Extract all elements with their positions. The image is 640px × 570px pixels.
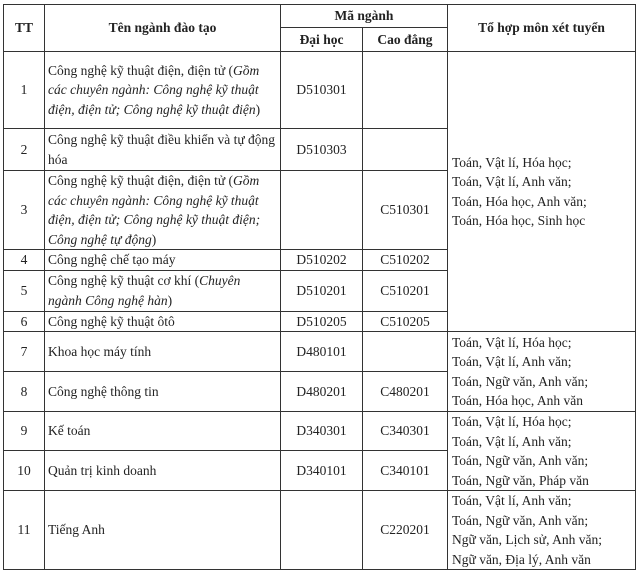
major-name: Kế toán: [45, 412, 281, 451]
university-code: D340301: [281, 412, 363, 451]
row-number: 2: [4, 129, 45, 171]
college-code: [363, 129, 448, 171]
college-code: C480201: [363, 372, 448, 412]
major-name: Công nghệ thông tin: [45, 372, 281, 412]
major-name: Quản trị kinh doanh: [45, 451, 281, 491]
university-code: D340101: [281, 451, 363, 491]
university-code: [281, 491, 363, 570]
college-code: C220201: [363, 491, 448, 570]
header-college-code: Cao đẳng: [363, 28, 448, 52]
major-name: Công nghệ kỹ thuật ôtô: [45, 311, 281, 332]
college-code: [363, 52, 448, 129]
table-row: [4, 52, 636, 129]
university-code: D480201: [281, 372, 363, 412]
major-name: Công nghệ kỹ thuật cơ khí (Chuyên ngành Công nghệ hàn): [45, 270, 281, 311]
college-code: C510301: [363, 171, 448, 250]
major-name: Tiếng Anh: [45, 491, 281, 570]
university-code: D510301: [281, 52, 363, 129]
major-name: Công nghệ kỹ thuật điều khiển và tự động hóa: [45, 129, 281, 171]
header-major-name: Tên ngành đào tạo: [45, 5, 281, 52]
college-code: C340301: [363, 412, 448, 451]
major-name: Khoa học máy tính: [45, 332, 281, 372]
row-number: 4: [4, 250, 45, 271]
admission-majors-table: [3, 4, 636, 570]
college-code: C510201: [363, 270, 448, 311]
header-subject-combos: Tổ hợp môn xét tuyển: [448, 5, 636, 52]
university-code: [281, 171, 363, 250]
row-number: 7: [4, 332, 45, 372]
subject-combos-group-4: Toán, Vật lí, Anh văn; Toán, Ngữ văn, Anh văn; Ngữ văn, Lịch sử, Anh văn; Ngữ văn, Địa lý, Anh văn: [448, 491, 636, 570]
row-number: 9: [4, 412, 45, 451]
major-name: Công nghệ kỹ thuật điện, điện tử (Gồm các chuyên ngành: Công nghệ kỹ thuật điện, điện tử; Công nghệ kỹ thuật điện): [45, 52, 281, 129]
row-number: 3: [4, 171, 45, 250]
row-number: 11: [4, 491, 45, 570]
college-code: C340101: [363, 451, 448, 491]
header-tt: TT: [4, 5, 45, 52]
university-code: D510303: [281, 129, 363, 171]
college-code: C510202: [363, 250, 448, 271]
row-number: 8: [4, 372, 45, 412]
university-code: D510202: [281, 250, 363, 271]
header-university-code: Đại học: [281, 28, 363, 52]
header-major-code: Mã ngành: [281, 5, 448, 28]
subject-combos-group-2: Toán, Vật lí, Hóa học; Toán, Vật lí, Anh văn; Toán, Ngữ văn, Anh văn; Toán, Hóa học, Anh văn: [448, 332, 636, 412]
table-row: [4, 412, 636, 451]
university-code: D510201: [281, 270, 363, 311]
row-number: 1: [4, 52, 45, 129]
college-code: [363, 332, 448, 372]
subject-combos-group-3: Toán, Vật lí, Hóa học; Toán, Vật lí, Anh văn; Toán, Ngữ văn, Anh văn; Toán, Ngữ văn, Pháp văn: [448, 412, 636, 491]
subject-combos-group-1: Toán, Vật lí, Hóa học; Toán, Vật lí, Anh văn; Toán, Hóa học, Anh văn; Toán, Hóa học, Sinh học: [448, 52, 636, 332]
row-number: 10: [4, 451, 45, 491]
college-code: C510205: [363, 311, 448, 332]
major-name: Công nghệ kỹ thuật điện, điện tử (Gồm các chuyên ngành: Công nghệ kỹ thuật điện, điện tử; Công nghệ kỹ thuật điện; Công nghệ tự động): [45, 171, 281, 250]
table-row: [4, 491, 636, 570]
row-number: 5: [4, 270, 45, 311]
university-code: D510205: [281, 311, 363, 332]
row-number: 6: [4, 311, 45, 332]
university-code: D480101: [281, 332, 363, 372]
table-row: [4, 332, 636, 372]
major-name: Công nghệ chế tạo máy: [45, 250, 281, 271]
